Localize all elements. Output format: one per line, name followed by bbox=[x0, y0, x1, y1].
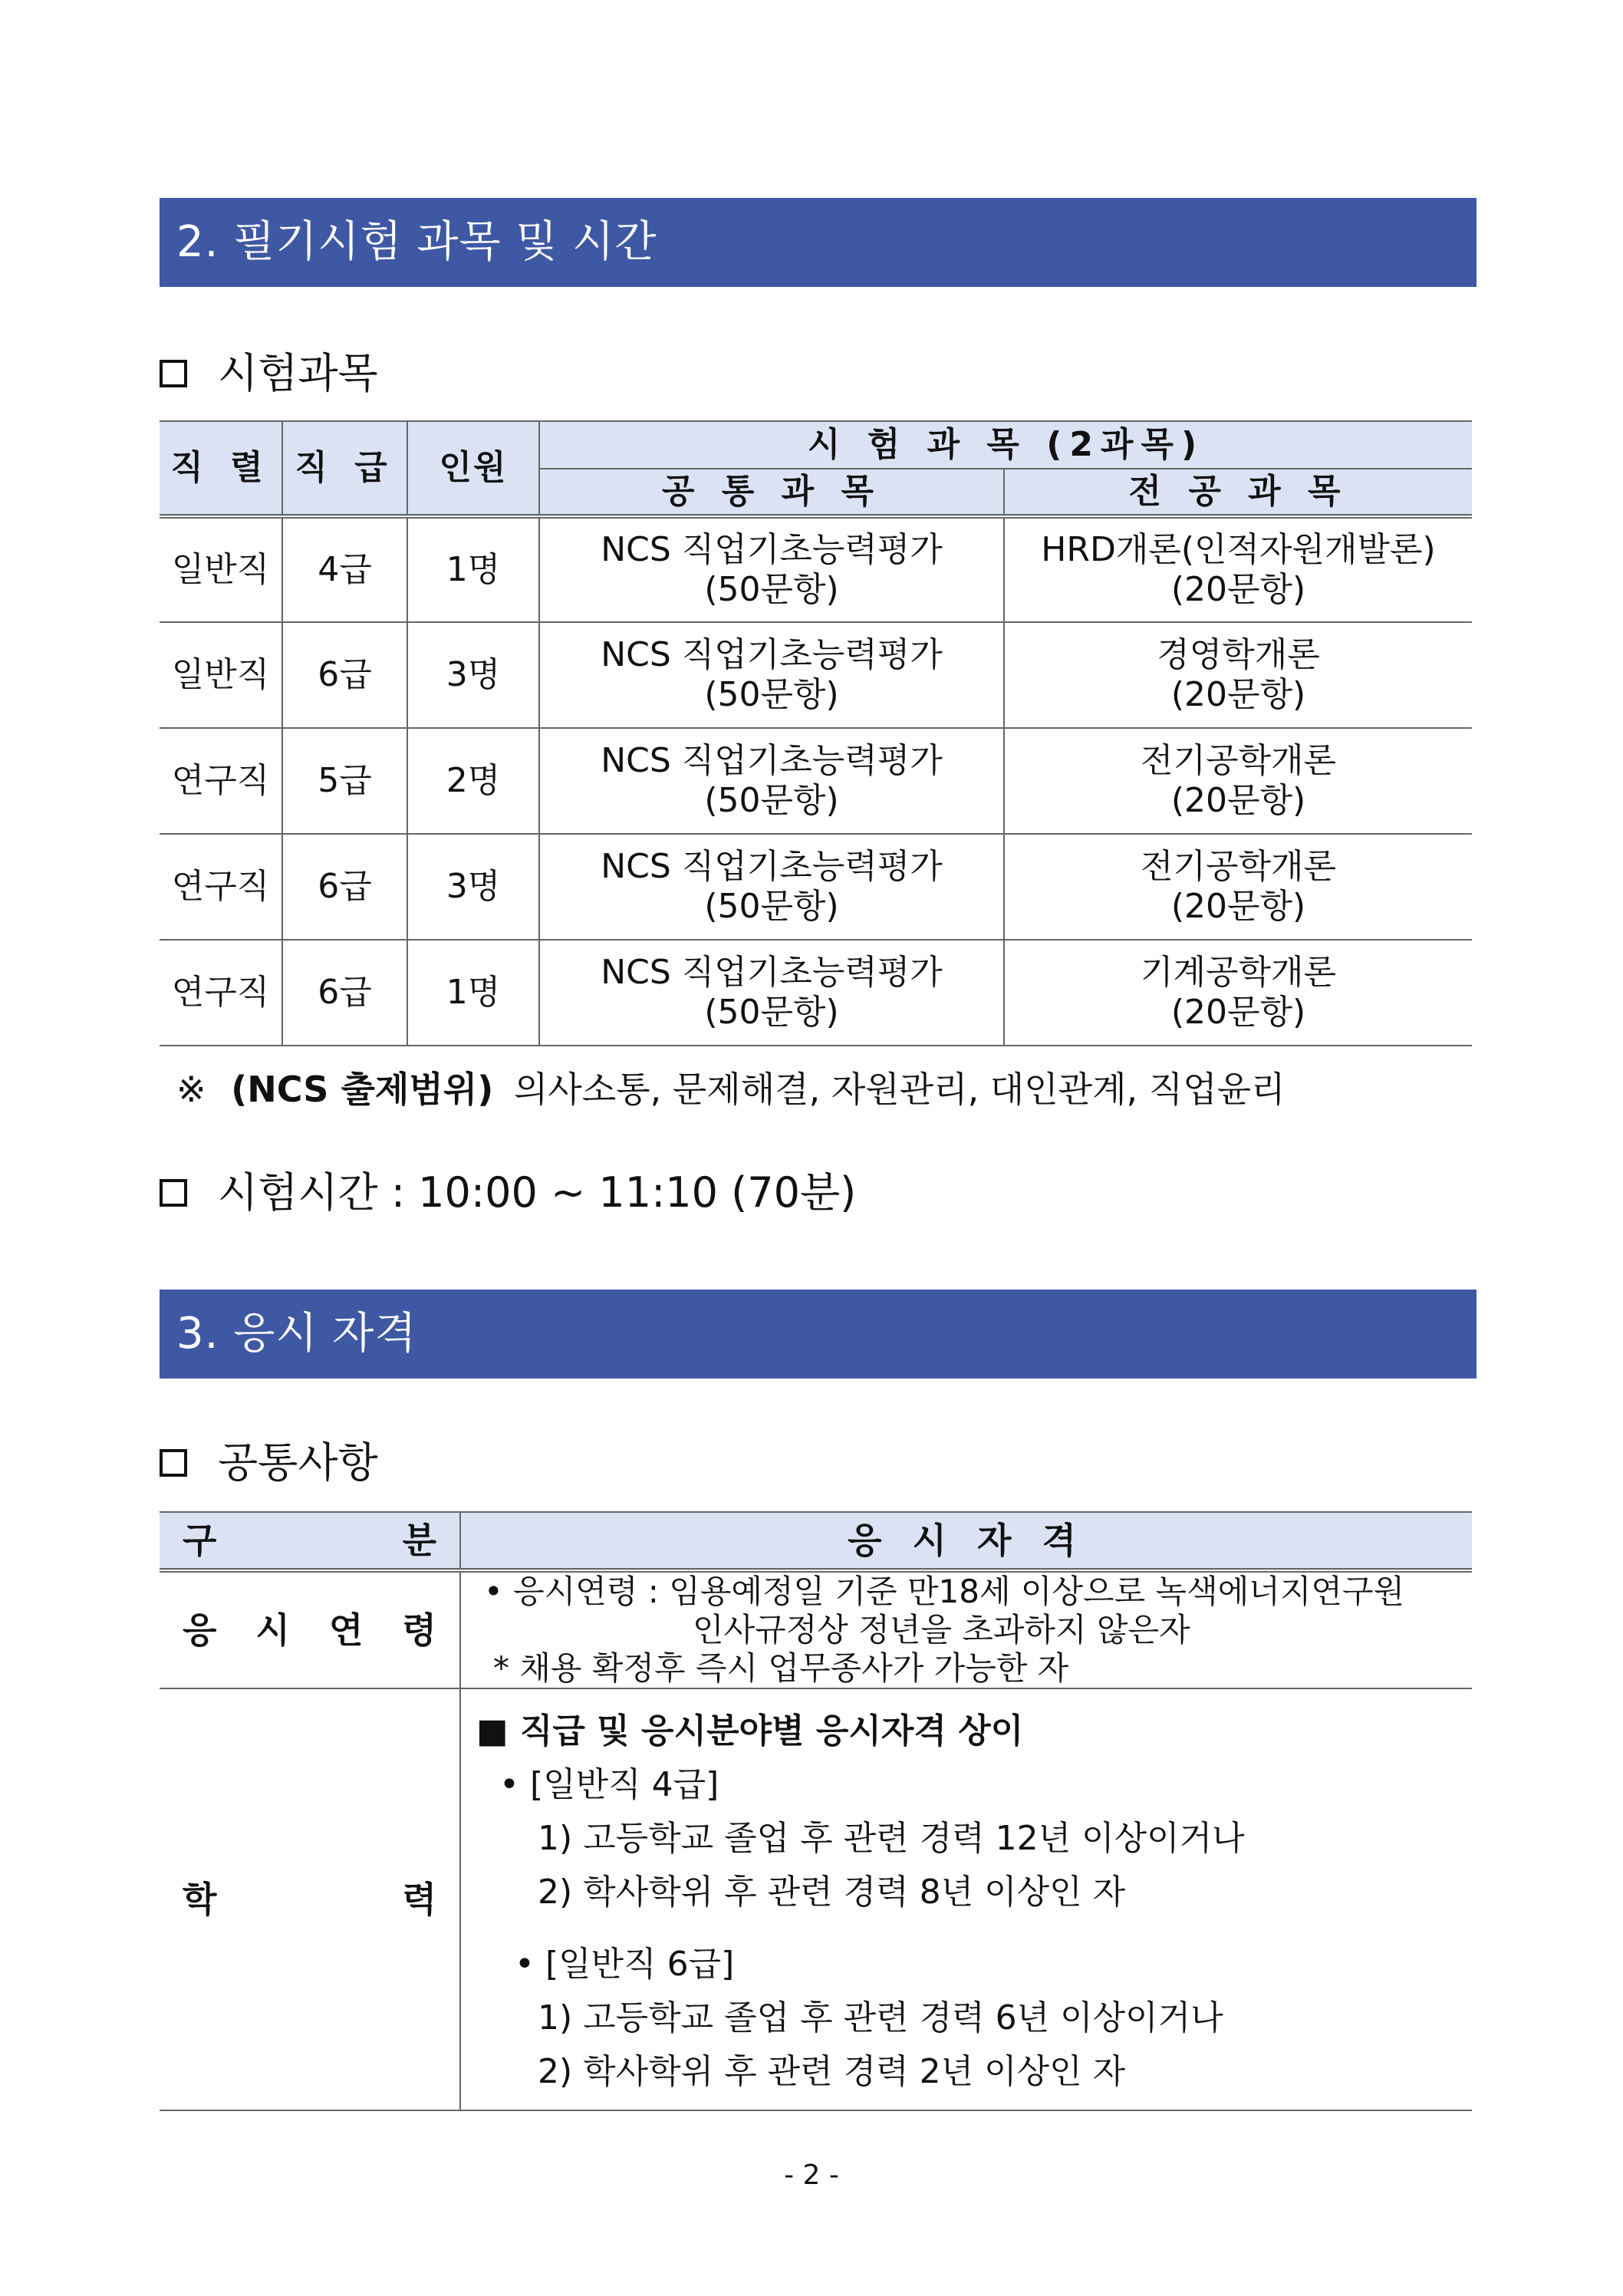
cell-count: 3명 bbox=[407, 834, 539, 940]
age-footnote: * 채용 확정후 즉시 업무종사가 가능한 자 bbox=[493, 1649, 1069, 1687]
question-count: (20문항) bbox=[1170, 781, 1306, 820]
label-char: 력 bbox=[402, 1879, 436, 1920]
exam-subject-table bbox=[160, 420, 1472, 1046]
checkbox-square-icon bbox=[160, 1179, 187, 1207]
header-count: 인원 bbox=[407, 421, 539, 516]
label-char: 학 bbox=[183, 1879, 217, 1920]
major-subject: 전기공학개론 bbox=[1140, 741, 1337, 780]
cell-common bbox=[539, 940, 1004, 1046]
note-label: (NCS 출제범위) bbox=[231, 1069, 494, 1110]
cell-major bbox=[1004, 728, 1472, 834]
cell-grade: 6급 bbox=[282, 622, 407, 728]
major-subject: 기계공학개론 bbox=[1140, 953, 1337, 992]
cell-major bbox=[1004, 940, 1472, 1046]
common-subject: NCS 직업기초능력평가 bbox=[601, 530, 943, 569]
requirement-line: 1) 고등학교 졸업 후 관련 경력 12년 이상이거나 bbox=[538, 1819, 1245, 1858]
note-text: 의사소통, 문제해결, 자원관리, 대인관계, 직업윤리 bbox=[513, 1069, 1286, 1110]
subheading-exam-subjects bbox=[160, 347, 378, 400]
question-count: (50문항) bbox=[704, 781, 839, 820]
header-qualification: 응 시 자 격 bbox=[460, 1512, 1472, 1570]
ncs-scope-note bbox=[176, 1066, 1286, 1112]
table-row bbox=[160, 834, 1472, 940]
age-line: 인사규정상 정년을 초과하지 않은자 bbox=[693, 1611, 1190, 1649]
note-mark: ※ bbox=[176, 1069, 206, 1110]
header-grade: 직 급 bbox=[282, 421, 407, 516]
table-row-education bbox=[160, 1688, 1472, 2110]
section-title-bar bbox=[160, 198, 1477, 287]
question-count: (50문항) bbox=[704, 570, 839, 609]
cell-count: 1명 bbox=[407, 940, 539, 1046]
question-count: (50문항) bbox=[704, 675, 839, 714]
question-count: (20문항) bbox=[1170, 993, 1306, 1032]
cell-common bbox=[539, 834, 1004, 940]
cell-grade: 4급 bbox=[282, 516, 407, 622]
exam-time-text: 시험시간 : 10:00 ~ 11:10 (70분) bbox=[218, 1168, 857, 1217]
education-title: ■ 직급 및 응시분야별 응시자격 상이 bbox=[476, 1711, 1024, 1751]
question-count: (20문항) bbox=[1170, 675, 1306, 714]
cell-common bbox=[539, 516, 1004, 622]
header-char: 구 bbox=[183, 1520, 217, 1561]
subheading-text: 공통사항 bbox=[218, 1438, 378, 1487]
common-subject: NCS 직업기초능력평가 bbox=[601, 953, 943, 992]
table-row bbox=[160, 622, 1472, 728]
page-number: - 2 - bbox=[784, 2159, 839, 2191]
age-requirement-cell bbox=[460, 1570, 1472, 1688]
cell-count: 2명 bbox=[407, 728, 539, 834]
requirement-line: 2) 학사학위 후 관련 경력 8년 이상인 자 bbox=[538, 1873, 1126, 1912]
cell-job: 연구직 bbox=[160, 834, 282, 940]
subheading-text: 시험과목 bbox=[218, 349, 378, 397]
label-char: 령 bbox=[402, 1609, 436, 1651]
cell-count: 3명 bbox=[407, 622, 539, 728]
label-char: 시 bbox=[255, 1609, 290, 1651]
age-line: • 응시연령 : 임용예정일 기준 만18세 이상으로 녹색에너지연구원 bbox=[484, 1573, 1405, 1610]
major-subject: 경영학개론 bbox=[1157, 635, 1320, 674]
major-subject: 전기공학개론 bbox=[1140, 847, 1337, 886]
requirement-line: 2) 학사학위 후 관련 경력 2년 이상인 자 bbox=[538, 2052, 1126, 2091]
grade-title: • [일반직 6급] bbox=[515, 1945, 735, 1984]
cell-grade: 6급 bbox=[282, 940, 407, 1046]
header-char: 분 bbox=[402, 1520, 436, 1561]
table-row bbox=[160, 516, 1472, 622]
education-requirement-cell bbox=[460, 1688, 1472, 2110]
header-common-subject: 공 통 과 목 bbox=[539, 469, 1004, 516]
header-exam-subjects: 시 험 과 목 (2과목) bbox=[539, 421, 1472, 469]
question-count: (50문항) bbox=[704, 993, 839, 1032]
question-count: (20문항) bbox=[1170, 570, 1306, 609]
cell-grade: 6급 bbox=[282, 834, 407, 940]
header-job: 직 렬 bbox=[160, 421, 282, 516]
cell-job: 일반직 bbox=[160, 516, 282, 622]
label-char: 연 bbox=[329, 1609, 364, 1651]
subheading-exam-time bbox=[160, 1166, 856, 1220]
cell-job: 연구직 bbox=[160, 940, 282, 1046]
table-row bbox=[160, 940, 1472, 1046]
cell-count: 1명 bbox=[407, 516, 539, 622]
common-subject: NCS 직업기초능력평가 bbox=[601, 635, 943, 674]
requirement-line: 1) 고등학교 졸업 후 관련 경력 6년 이상이거나 bbox=[538, 1998, 1223, 2037]
grade-title: • [일반직 4급] bbox=[499, 1765, 719, 1804]
major-subject: HRD개론(인적자원개발론) bbox=[1041, 530, 1436, 569]
label-char: 응 bbox=[183, 1609, 217, 1651]
table-row-age bbox=[160, 1570, 1472, 1688]
cell-major bbox=[1004, 622, 1472, 728]
common-subject: NCS 직업기초능력평가 bbox=[601, 741, 943, 780]
cell-common bbox=[539, 728, 1004, 834]
header-category bbox=[160, 1512, 460, 1570]
cell-major bbox=[1004, 516, 1472, 622]
checkbox-square-icon bbox=[160, 1449, 187, 1477]
section-title: 3. 응시 자격 bbox=[176, 1309, 417, 1359]
header-major-subject: 전 공 과 목 bbox=[1004, 469, 1472, 516]
table-row bbox=[160, 728, 1472, 834]
common-subject: NCS 직업기초능력평가 bbox=[601, 847, 943, 886]
cell-common bbox=[539, 622, 1004, 728]
checkbox-square-icon bbox=[160, 360, 187, 387]
subheading-common bbox=[160, 1436, 378, 1490]
cell-job: 연구직 bbox=[160, 728, 282, 834]
section-title-bar bbox=[160, 1290, 1477, 1379]
row-label-education bbox=[160, 1688, 460, 2110]
question-count: (20문항) bbox=[1170, 887, 1306, 926]
cell-major bbox=[1004, 834, 1472, 940]
cell-job: 일반직 bbox=[160, 622, 282, 728]
cell-grade: 5급 bbox=[282, 728, 407, 834]
row-label-age bbox=[160, 1570, 460, 1688]
section-title: 2. 필기시험 과목 및 시간 bbox=[176, 217, 657, 267]
qualification-table bbox=[160, 1511, 1472, 2111]
question-count: (50문항) bbox=[704, 887, 839, 926]
